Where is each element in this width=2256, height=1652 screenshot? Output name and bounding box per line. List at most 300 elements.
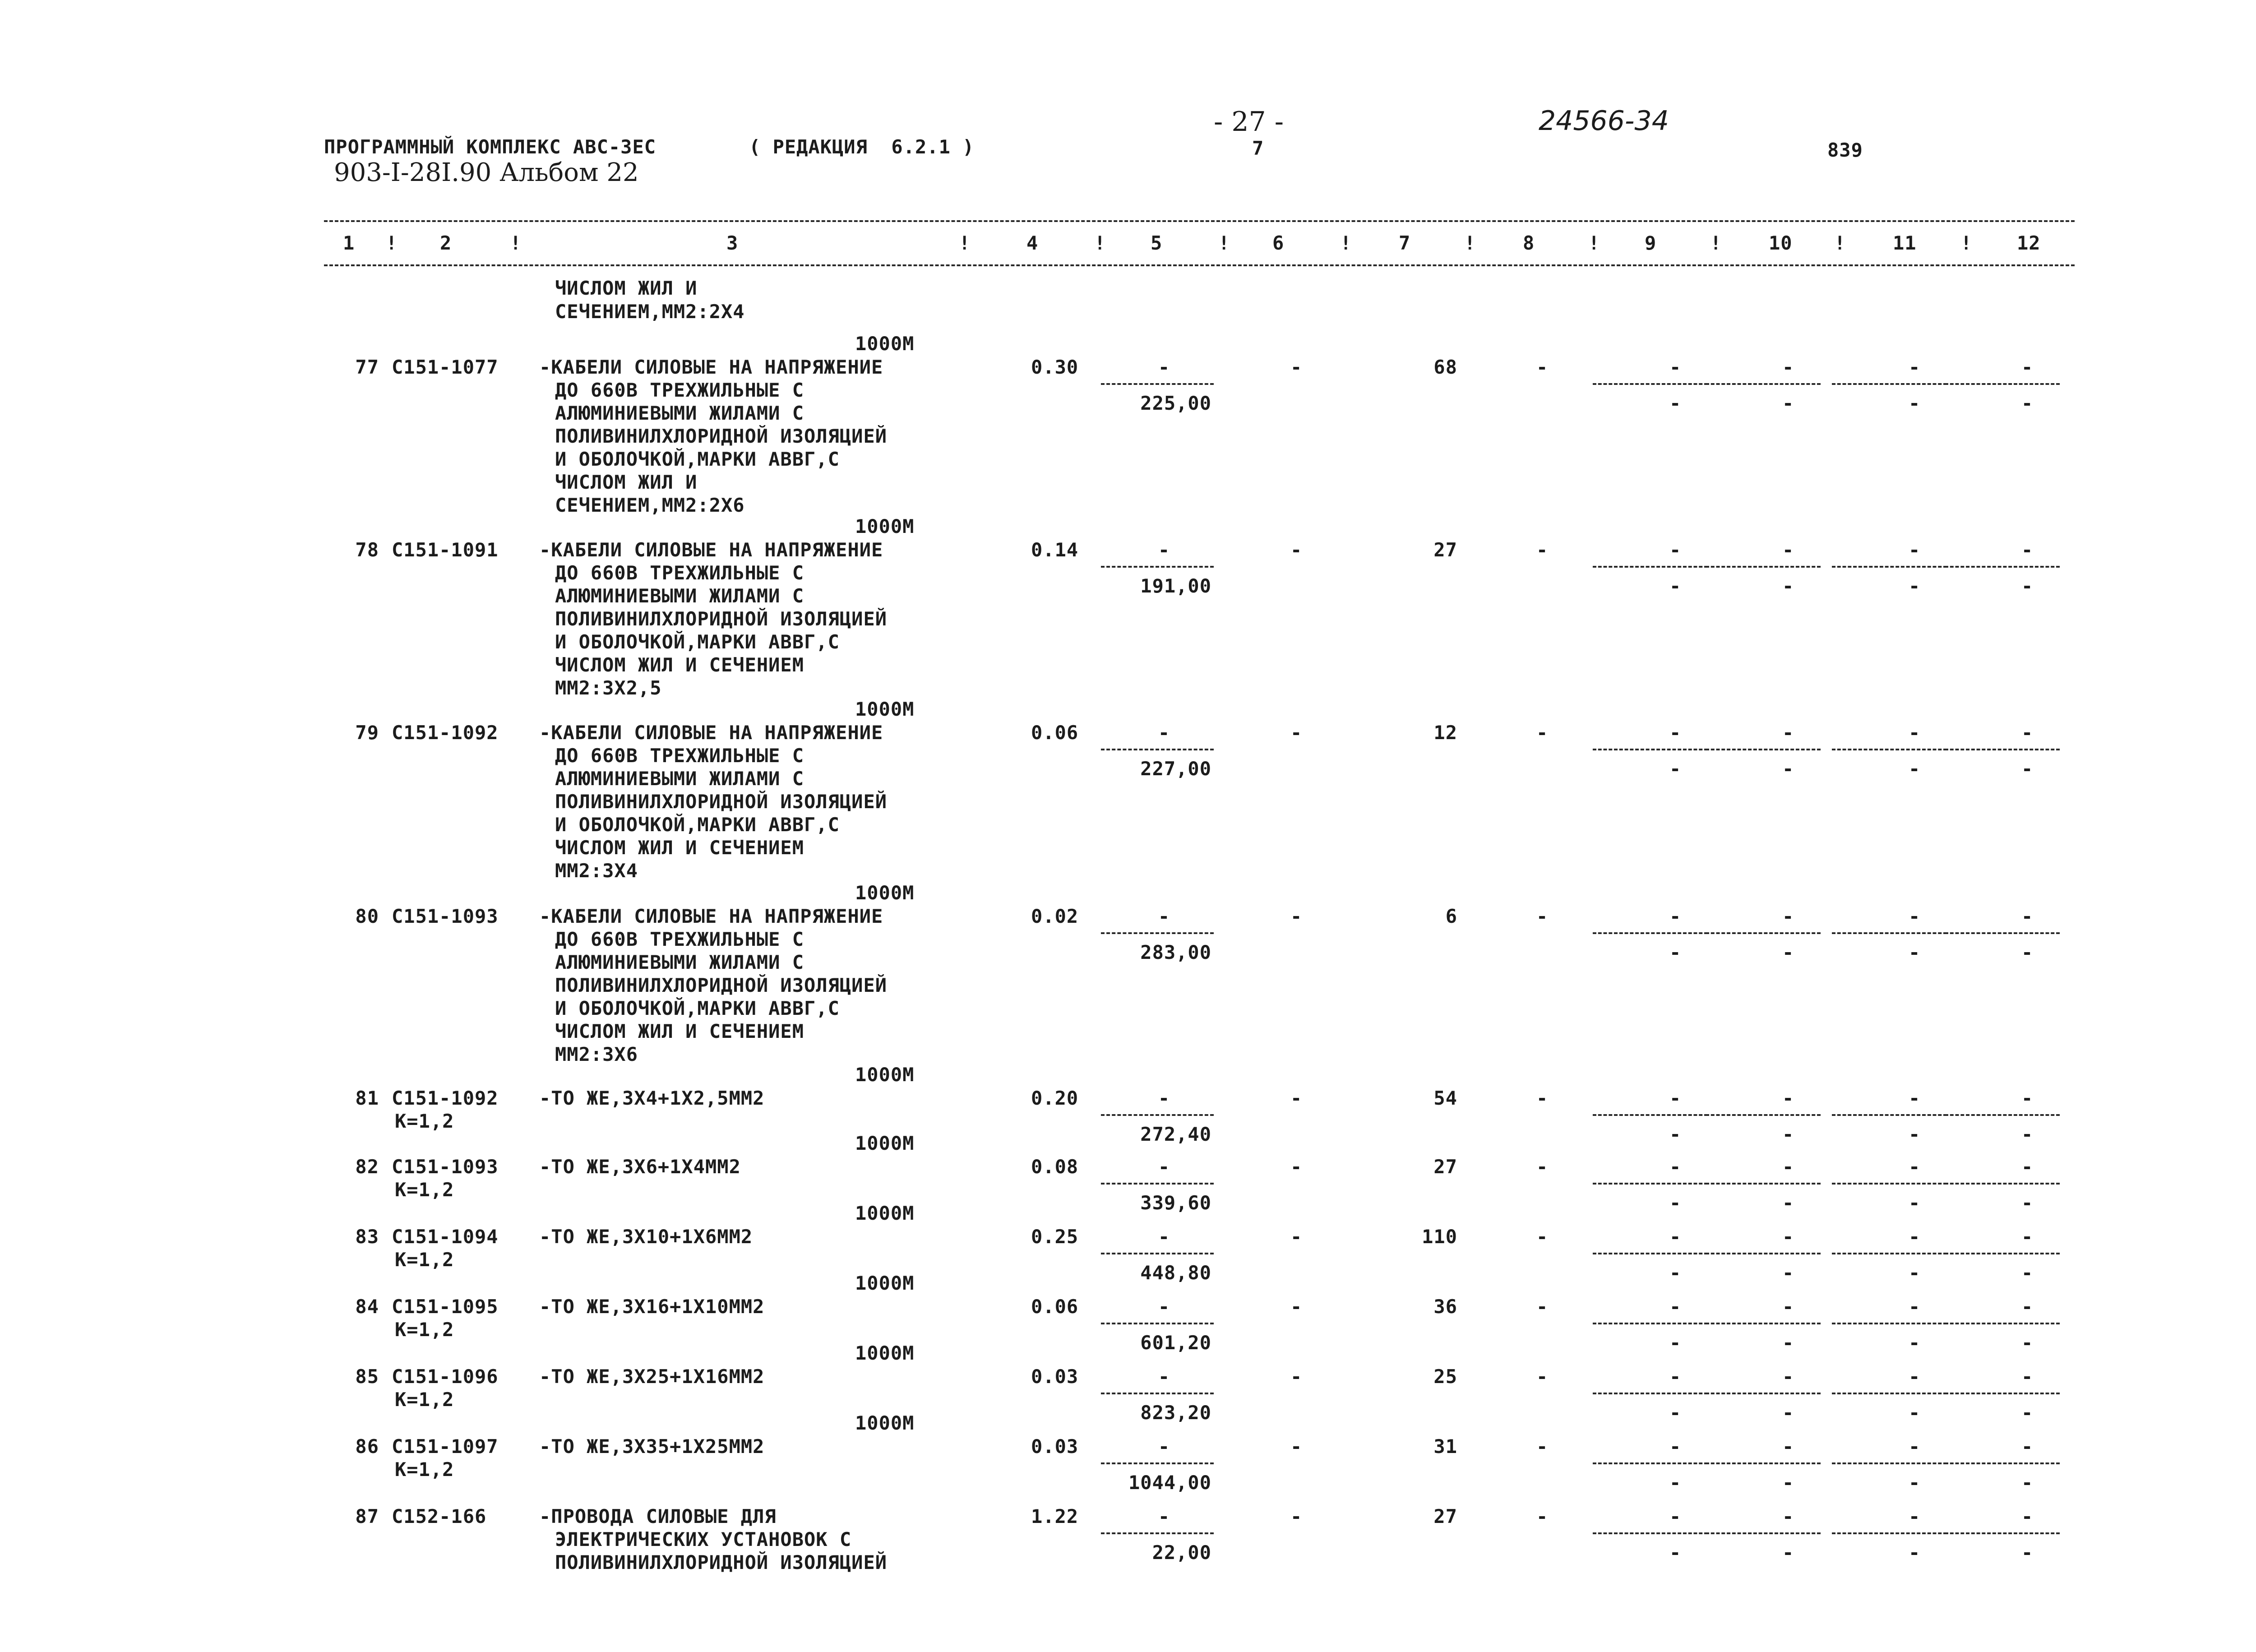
column-separator: ! xyxy=(386,232,398,254)
col10-denominator: - xyxy=(1782,1541,1794,1564)
price-fraction-line xyxy=(1101,1253,1214,1254)
col9-fraction-line xyxy=(1593,1253,1708,1254)
row-description-line: ПОЛИВИНИЛХЛОРИДНОЙ ИЗОЛЯЦИЕЙ xyxy=(555,974,888,996)
col11-fraction-line xyxy=(1832,749,1947,750)
page-number-right: 839 xyxy=(1827,139,1863,161)
row-quantity: 0.30 xyxy=(1031,356,1079,378)
col10-denominator: - xyxy=(1782,1123,1794,1145)
row-description-line: -ТО ЖЕ,3Х35+1Х25ММ2 xyxy=(539,1435,765,1458)
row-description-line: И ОБОЛОЧКОЙ,МАРКИ АВВГ,С xyxy=(555,448,840,470)
col10-denominator: - xyxy=(1782,575,1794,597)
page-number-center: - 27 - xyxy=(1214,106,1284,138)
col7-value: 36 xyxy=(1433,1296,1457,1318)
col7-value: 27 xyxy=(1433,539,1457,561)
col12-fraction-line xyxy=(1945,1393,2060,1394)
column-header-1: 1 xyxy=(343,232,355,254)
column-separator: ! xyxy=(1218,232,1230,254)
col7-value: 110 xyxy=(1422,1226,1457,1248)
col9-denominator: - xyxy=(1669,1192,1682,1214)
col12-numerator: - xyxy=(2021,1087,2034,1109)
col6-dash: - xyxy=(1290,1156,1303,1178)
col10-fraction-line xyxy=(1706,1393,1821,1394)
col9-fraction-line xyxy=(1593,1183,1708,1185)
col11-denominator: - xyxy=(1909,1192,1921,1214)
col10-numerator: - xyxy=(1782,1226,1794,1248)
row-quantity: 0.06 xyxy=(1031,1296,1079,1318)
column-separator: ! xyxy=(1340,232,1352,254)
row-description-line: ММ2:3Х6 xyxy=(555,1043,638,1065)
col10-numerator: - xyxy=(1782,1435,1794,1458)
col10-denominator: - xyxy=(1782,1402,1794,1424)
row-number: 86 xyxy=(355,1435,379,1458)
row-description-line: АЛЮМИНИЕВЫМИ ЖИЛАМИ С xyxy=(555,585,804,607)
column-header-3: 3 xyxy=(726,232,739,254)
row-number: 85 xyxy=(355,1365,379,1388)
col9-numerator: - xyxy=(1669,905,1682,927)
col11-fraction-line xyxy=(1832,566,1947,568)
col9-fraction-line xyxy=(1593,1532,1708,1534)
col11-denominator: - xyxy=(1909,1472,1921,1494)
col12-numerator: - xyxy=(2021,1296,2034,1318)
col11-fraction-line xyxy=(1832,383,1947,385)
column-separator: ! xyxy=(1960,232,1973,254)
column-header-2: 2 xyxy=(440,232,452,254)
row-quantity: 0.25 xyxy=(1031,1226,1079,1248)
col6-dash: - xyxy=(1290,1296,1303,1318)
col10-denominator: - xyxy=(1782,758,1794,780)
col12-numerator: - xyxy=(2021,1435,2034,1458)
row-description-line: ПОЛИВИНИЛХЛОРИДНОЙ ИЗОЛЯЦИЕЙ xyxy=(555,608,888,630)
col9-numerator: - xyxy=(1669,1365,1682,1388)
col11-fraction-line xyxy=(1832,1393,1947,1394)
row-code: С151-1095 xyxy=(392,1296,499,1318)
price-numerator: - xyxy=(1158,1505,1170,1527)
col8-dash: - xyxy=(1536,539,1549,561)
row-quantity: 0.03 xyxy=(1031,1435,1079,1458)
price-fraction-line xyxy=(1101,932,1214,934)
row-description-line: АЛЮМИНИЕВЫМИ ЖИЛАМИ С xyxy=(555,768,804,790)
row-price: 272,40 xyxy=(1140,1123,1211,1145)
col9-denominator: - xyxy=(1669,1332,1682,1354)
col11-fraction-line xyxy=(1832,1532,1947,1534)
row-description-line: ПОЛИВИНИЛХЛОРИДНОЙ ИЗОЛЯЦИЕЙ xyxy=(555,425,888,447)
col10-denominator: - xyxy=(1782,392,1794,414)
row-coefficient: К=1,2 xyxy=(395,1110,454,1132)
row-coefficient: К=1,2 xyxy=(395,1319,454,1341)
col11-fraction-line xyxy=(1832,932,1947,934)
row-number: 81 xyxy=(355,1087,379,1109)
row-quantity: 0.14 xyxy=(1031,539,1079,561)
col12-denominator: - xyxy=(2021,1332,2034,1354)
col12-denominator: - xyxy=(2021,1402,2034,1424)
row-number: 79 xyxy=(355,722,379,744)
col11-numerator: - xyxy=(1909,539,1921,561)
col9-fraction-line xyxy=(1593,749,1708,750)
col10-numerator: - xyxy=(1782,539,1794,561)
col8-dash: - xyxy=(1536,1435,1549,1458)
col9-denominator: - xyxy=(1669,1262,1682,1284)
col6-dash: - xyxy=(1290,1435,1303,1458)
col12-denominator: - xyxy=(2021,392,2034,414)
column-separator: ! xyxy=(1834,232,1846,254)
header-bottom-rule xyxy=(324,264,2075,266)
column-header-7: 7 xyxy=(1399,232,1411,254)
col12-fraction-line xyxy=(1945,1323,2060,1324)
row-description-line: -КАБЕЛИ СИЛОВЫЕ НА НАПРЯЖЕНИЕ xyxy=(539,905,883,927)
edition-label: ( РЕДАКЦИЯ 6.2.1 ) xyxy=(749,136,975,158)
col9-numerator: - xyxy=(1669,722,1682,744)
row-coefficient: К=1,2 xyxy=(395,1458,454,1481)
row-code: С152-166 xyxy=(392,1505,487,1527)
row-price: 448,80 xyxy=(1140,1262,1211,1284)
row-number: 83 xyxy=(355,1226,379,1248)
col8-dash: - xyxy=(1536,1365,1549,1388)
unit-label: 1000М xyxy=(855,882,915,904)
col11-denominator: - xyxy=(1909,1402,1921,1424)
row-description-line: ЧИСЛОМ ЖИЛ И СЕЧЕНИЕМ xyxy=(555,654,804,676)
col9-fraction-line xyxy=(1593,383,1708,385)
col9-denominator: - xyxy=(1669,1123,1682,1145)
row-code: С151-1077 xyxy=(392,356,499,378)
column-separator: ! xyxy=(1710,232,1722,254)
price-fraction-line xyxy=(1101,1393,1214,1394)
price-numerator: - xyxy=(1158,356,1170,378)
price-numerator: - xyxy=(1158,1435,1170,1458)
col12-fraction-line xyxy=(1945,1253,2060,1254)
col10-numerator: - xyxy=(1782,1156,1794,1178)
col11-fraction-line xyxy=(1832,1253,1947,1254)
column-separator: ! xyxy=(1464,232,1476,254)
col12-denominator: - xyxy=(2021,575,2034,597)
col9-fraction-line xyxy=(1593,1323,1708,1324)
price-fraction-line xyxy=(1101,1183,1214,1185)
col10-fraction-line xyxy=(1706,1323,1821,1324)
col12-denominator: - xyxy=(2021,1123,2034,1145)
row-price: 191,00 xyxy=(1140,575,1211,597)
row-description-line: -ТО ЖЕ,3Х25+1Х16ММ2 xyxy=(539,1365,765,1388)
col10-numerator: - xyxy=(1782,1296,1794,1318)
column-separator: ! xyxy=(510,232,522,254)
col7-value: 27 xyxy=(1433,1505,1457,1527)
price-fraction-line xyxy=(1101,1114,1214,1116)
col11-denominator: - xyxy=(1909,758,1921,780)
row-description-line: ПОЛИВИНИЛХЛОРИДНОЙ ИЗОЛЯЦИЕЙ xyxy=(555,1551,888,1573)
row-description-line: -ТО ЖЕ,3Х6+1Х4ММ2 xyxy=(539,1156,741,1178)
col10-fraction-line xyxy=(1706,1253,1821,1254)
col6-dash: - xyxy=(1290,1505,1303,1527)
col12-fraction-line xyxy=(1945,749,2060,750)
col10-denominator: - xyxy=(1782,1192,1794,1214)
col10-numerator: - xyxy=(1782,356,1794,378)
row-description-line: ЧИСЛОМ ЖИЛ И СЕЧЕНИЕМ xyxy=(555,1020,804,1042)
row-price: 1044,00 xyxy=(1128,1472,1211,1494)
col12-numerator: - xyxy=(2021,722,2034,744)
col9-denominator: - xyxy=(1669,1472,1682,1494)
col6-dash: - xyxy=(1290,905,1303,927)
row-description-line: -ТО ЖЕ,3Х10+1Х6ММ2 xyxy=(539,1226,753,1248)
col6-dash: - xyxy=(1290,356,1303,378)
row-number: 84 xyxy=(355,1296,379,1318)
col9-numerator: - xyxy=(1669,1087,1682,1109)
col6-dash: - xyxy=(1290,1226,1303,1248)
col7-value: 6 xyxy=(1445,905,1457,927)
col10-numerator: - xyxy=(1782,1365,1794,1388)
col10-fraction-line xyxy=(1706,1462,1821,1464)
col12-denominator: - xyxy=(2021,1262,2034,1284)
row-description-line: И ОБОЛОЧКОЙ,МАРКИ АВВГ,С xyxy=(555,631,840,653)
col10-numerator: - xyxy=(1782,905,1794,927)
col10-denominator: - xyxy=(1782,941,1794,963)
col11-numerator: - xyxy=(1909,1226,1921,1248)
col10-fraction-line xyxy=(1706,383,1821,385)
price-numerator: - xyxy=(1158,1226,1170,1248)
unit-label: 1000М xyxy=(855,515,915,537)
col9-numerator: - xyxy=(1669,356,1682,378)
col9-fraction-line xyxy=(1593,1114,1708,1116)
row-coefficient: К=1,2 xyxy=(395,1388,454,1411)
col9-numerator: - xyxy=(1669,539,1682,561)
page-sub-number: 7 xyxy=(1252,137,1264,159)
col12-numerator: - xyxy=(2021,1365,2034,1388)
row-quantity: 0.08 xyxy=(1031,1156,1079,1178)
col12-numerator: - xyxy=(2021,1505,2034,1527)
col6-dash: - xyxy=(1290,539,1303,561)
col11-fraction-line xyxy=(1832,1183,1947,1185)
col12-denominator: - xyxy=(2021,941,2034,963)
price-fraction-line xyxy=(1101,1323,1214,1324)
col10-denominator: - xyxy=(1782,1332,1794,1354)
col6-dash: - xyxy=(1290,722,1303,744)
document-number: 24566-34 xyxy=(1539,105,1669,137)
row-description-line: СЕЧЕНИЕМ,ММ2:2Х6 xyxy=(555,494,745,516)
col9-fraction-line xyxy=(1593,932,1708,934)
col7-value: 27 xyxy=(1433,1156,1457,1178)
col10-numerator: - xyxy=(1782,1505,1794,1527)
col8-dash: - xyxy=(1536,1296,1549,1318)
row-number: 80 xyxy=(355,905,379,927)
row-description-line: ЭЛЕКТРИЧЕСКИХ УСТАНОВОК С xyxy=(555,1528,852,1550)
continuation-line-1: ЧИСЛОМ ЖИЛ И xyxy=(555,277,698,299)
row-description-line: ЧИСЛОМ ЖИЛ И СЕЧЕНИЕМ xyxy=(555,837,804,859)
price-numerator: - xyxy=(1158,905,1170,927)
col9-denominator: - xyxy=(1669,1541,1682,1564)
col10-fraction-line xyxy=(1706,1183,1821,1185)
price-numerator: - xyxy=(1158,1156,1170,1178)
col12-fraction-line xyxy=(1945,932,2060,934)
top-rule xyxy=(324,220,2075,222)
row-quantity: 1.22 xyxy=(1031,1505,1079,1527)
row-description-line: ДО 660В ТРЕХЖИЛЬНЫЕ С xyxy=(555,745,804,767)
row-number: 77 xyxy=(355,356,379,378)
col7-value: 31 xyxy=(1433,1435,1457,1458)
project-album: 903-I-28I.90 Альбом 22 xyxy=(334,158,639,187)
row-description-line: И ОБОЛОЧКОЙ,МАРКИ АВВГ,С xyxy=(555,814,840,836)
col8-dash: - xyxy=(1536,356,1549,378)
row-description-line: ПОЛИВИНИЛХЛОРИДНОЙ ИЗОЛЯЦИЕЙ xyxy=(555,791,888,813)
price-numerator: - xyxy=(1158,539,1170,561)
col11-numerator: - xyxy=(1909,356,1921,378)
col12-fraction-line xyxy=(1945,566,2060,568)
col11-denominator: - xyxy=(1909,941,1921,963)
row-description-line: -ТО ЖЕ,3Х4+1Х2,5ММ2 xyxy=(539,1087,765,1109)
column-header-9: 9 xyxy=(1645,232,1657,254)
col12-numerator: - xyxy=(2021,905,2034,927)
column-header-11: 11 xyxy=(1893,232,1917,254)
col12-denominator: - xyxy=(2021,1192,2034,1214)
col11-numerator: - xyxy=(1909,1365,1921,1388)
row-code: С151-1096 xyxy=(392,1365,499,1388)
column-header-6: 6 xyxy=(1272,232,1285,254)
col9-denominator: - xyxy=(1669,758,1682,780)
col11-numerator: - xyxy=(1909,1156,1921,1178)
row-description-line: -КАБЕЛИ СИЛОВЫЕ НА НАПРЯЖЕНИЕ xyxy=(539,722,883,744)
col9-denominator: - xyxy=(1669,575,1682,597)
col10-fraction-line xyxy=(1706,566,1821,568)
row-code: С151-1093 xyxy=(392,1156,499,1178)
row-description-line: -ТО ЖЕ,3Х16+1Х10ММ2 xyxy=(539,1296,765,1318)
col8-dash: - xyxy=(1536,1226,1549,1248)
price-fraction-line xyxy=(1101,1532,1214,1534)
row-description-line: -ПРОВОДА СИЛОВЫЕ ДЛЯ xyxy=(539,1505,777,1527)
row-price: 339,60 xyxy=(1140,1192,1211,1214)
row-description-line: ДО 660В ТРЕХЖИЛЬНЫЕ С xyxy=(555,562,804,584)
row-number: 87 xyxy=(355,1505,379,1527)
unit-label: 1000М xyxy=(855,333,915,355)
row-coefficient: К=1,2 xyxy=(395,1179,454,1201)
unit-label: 1000М xyxy=(855,698,915,720)
row-code: С151-1092 xyxy=(392,722,499,744)
unit-label: 1000М xyxy=(855,1064,915,1086)
col12-fraction-line xyxy=(1945,1532,2060,1534)
col11-numerator: - xyxy=(1909,1435,1921,1458)
col7-value: 68 xyxy=(1433,356,1457,378)
col8-dash: - xyxy=(1536,905,1549,927)
col12-denominator: - xyxy=(2021,1472,2034,1494)
row-price: 823,20 xyxy=(1140,1402,1211,1424)
price-numerator: - xyxy=(1158,1365,1170,1388)
col10-fraction-line xyxy=(1706,749,1821,750)
row-description-line: -КАБЕЛИ СИЛОВЫЕ НА НАПРЯЖЕНИЕ xyxy=(539,356,883,378)
col11-denominator: - xyxy=(1909,1332,1921,1354)
col7-value: 12 xyxy=(1433,722,1457,744)
col12-numerator: - xyxy=(2021,1226,2034,1248)
col8-dash: - xyxy=(1536,722,1549,744)
col12-denominator: - xyxy=(2021,758,2034,780)
program-title: ПРОГРАММНЫЙ КОМПЛЕКС АВС-3ЕС xyxy=(324,136,656,158)
unit-label: 1000М xyxy=(855,1342,915,1364)
col12-denominator: - xyxy=(2021,1541,2034,1564)
unit-label: 1000М xyxy=(855,1412,915,1434)
col12-fraction-line xyxy=(1945,1183,2060,1185)
col8-dash: - xyxy=(1536,1505,1549,1527)
row-quantity: 0.06 xyxy=(1031,722,1079,744)
continuation-line-2: СЕЧЕНИЕМ,ММ2:2Х4 xyxy=(555,301,745,323)
col10-numerator: - xyxy=(1782,1087,1794,1109)
price-fraction-line xyxy=(1101,566,1214,568)
col10-numerator: - xyxy=(1782,722,1794,744)
col10-fraction-line xyxy=(1706,1114,1821,1116)
col11-numerator: - xyxy=(1909,1087,1921,1109)
col11-fraction-line xyxy=(1832,1323,1947,1324)
unit-label: 1000М xyxy=(855,1202,915,1224)
col11-numerator: - xyxy=(1909,905,1921,927)
col9-numerator: - xyxy=(1669,1226,1682,1248)
row-description-line: ДО 660В ТРЕХЖИЛЬНЫЕ С xyxy=(555,928,804,950)
col12-fraction-line xyxy=(1945,383,2060,385)
row-description-line: -КАБЕЛИ СИЛОВЫЕ НА НАПРЯЖЕНИЕ xyxy=(539,539,883,561)
row-number: 78 xyxy=(355,539,379,561)
row-code: С151-1094 xyxy=(392,1226,499,1248)
col9-fraction-line xyxy=(1593,1393,1708,1394)
col9-denominator: - xyxy=(1669,941,1682,963)
col6-dash: - xyxy=(1290,1365,1303,1388)
price-fraction-line xyxy=(1101,1462,1214,1464)
row-description-line: ММ2:3Х2,5 xyxy=(555,677,662,699)
row-code: С151-1091 xyxy=(392,539,499,561)
col11-fraction-line xyxy=(1832,1114,1947,1116)
col9-numerator: - xyxy=(1669,1296,1682,1318)
column-header-10: 10 xyxy=(1769,232,1793,254)
column-separator: ! xyxy=(1588,232,1600,254)
col11-numerator: - xyxy=(1909,722,1921,744)
col11-denominator: - xyxy=(1909,575,1921,597)
unit-label: 1000М xyxy=(855,1272,915,1294)
col7-value: 25 xyxy=(1433,1365,1457,1388)
row-quantity: 0.20 xyxy=(1031,1087,1079,1109)
col11-fraction-line xyxy=(1832,1462,1947,1464)
col11-denominator: - xyxy=(1909,392,1921,414)
row-description-line: ДО 660В ТРЕХЖИЛЬНЫЕ С xyxy=(555,379,804,401)
row-description-line: ЧИСЛОМ ЖИЛ И xyxy=(555,471,698,493)
row-code: С151-1092 xyxy=(392,1087,499,1109)
row-code: С151-1097 xyxy=(392,1435,499,1458)
col11-denominator: - xyxy=(1909,1262,1921,1284)
column-header-12: 12 xyxy=(2017,232,2041,254)
column-header-5: 5 xyxy=(1151,232,1163,254)
col12-fraction-line xyxy=(1945,1114,2060,1116)
col6-dash: - xyxy=(1290,1087,1303,1109)
unit-label: 1000М xyxy=(855,1132,915,1154)
row-price: 601,20 xyxy=(1140,1332,1211,1354)
col12-numerator: - xyxy=(2021,539,2034,561)
row-price: 283,00 xyxy=(1140,941,1211,963)
price-fraction-line xyxy=(1101,749,1214,750)
row-coefficient: К=1,2 xyxy=(395,1249,454,1271)
col8-dash: - xyxy=(1536,1087,1549,1109)
col10-denominator: - xyxy=(1782,1472,1794,1494)
col9-denominator: - xyxy=(1669,1402,1682,1424)
col9-numerator: - xyxy=(1669,1435,1682,1458)
col10-denominator: - xyxy=(1782,1262,1794,1284)
price-fraction-line xyxy=(1101,383,1214,385)
column-header-4: 4 xyxy=(1026,232,1039,254)
row-description-line: АЛЮМИНИЕВЫМИ ЖИЛАМИ С xyxy=(555,402,804,424)
row-description-line: И ОБОЛОЧКОЙ,МАРКИ АВВГ,С xyxy=(555,997,840,1019)
col11-denominator: - xyxy=(1909,1123,1921,1145)
col7-value: 54 xyxy=(1433,1087,1457,1109)
col11-denominator: - xyxy=(1909,1541,1921,1564)
row-price: 22,00 xyxy=(1152,1541,1211,1564)
price-numerator: - xyxy=(1158,722,1170,744)
col10-fraction-line xyxy=(1706,932,1821,934)
col9-fraction-line xyxy=(1593,566,1708,568)
col10-fraction-line xyxy=(1706,1532,1821,1534)
row-code: С151-1093 xyxy=(392,905,499,927)
column-header-8: 8 xyxy=(1523,232,1535,254)
col9-numerator: - xyxy=(1669,1156,1682,1178)
column-separator: ! xyxy=(1094,232,1106,254)
col12-fraction-line xyxy=(1945,1462,2060,1464)
